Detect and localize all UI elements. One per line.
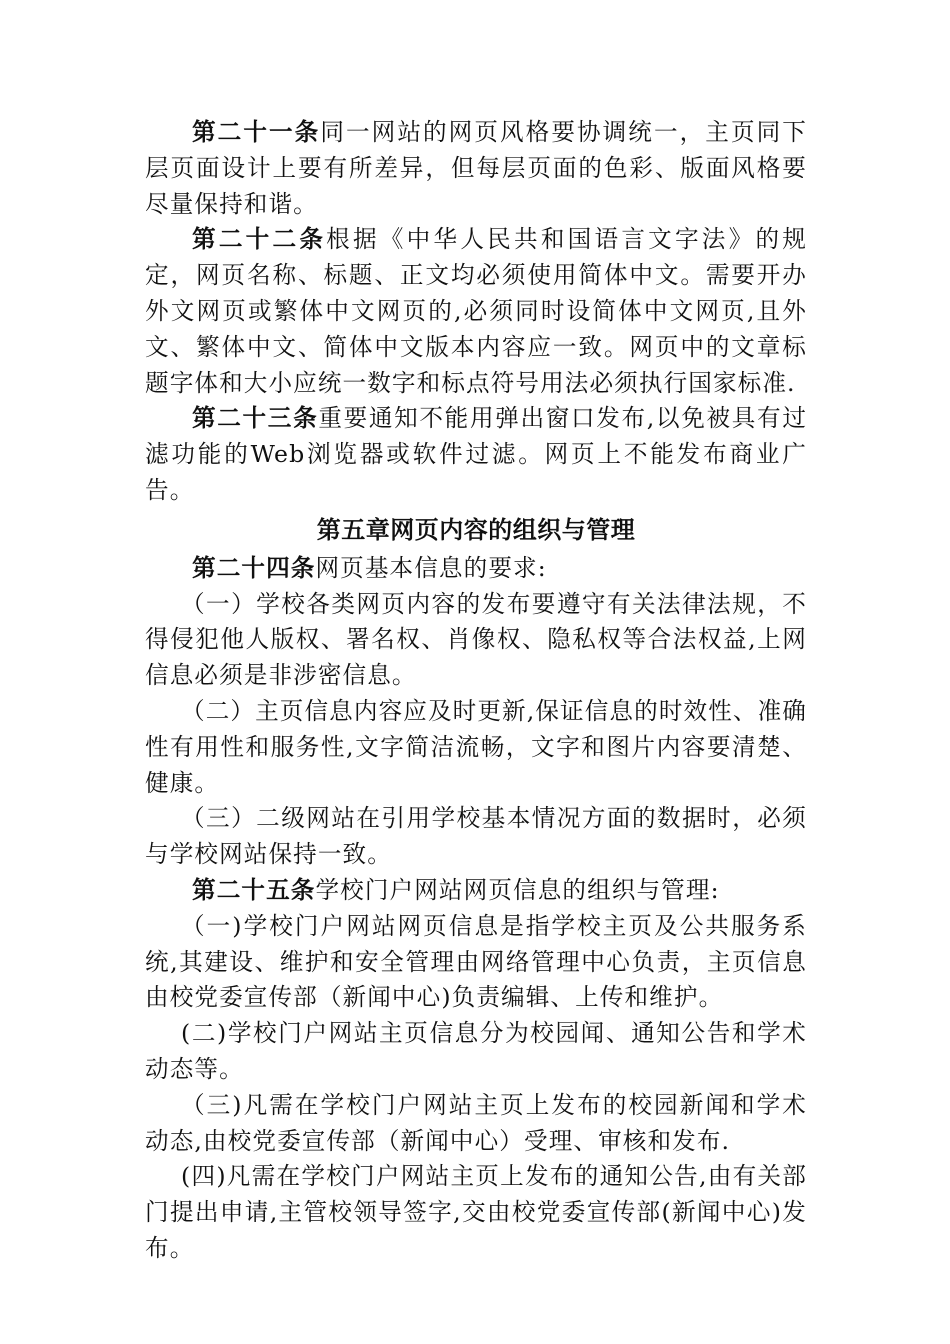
article-25-label: 第二十五条: [192, 875, 316, 904]
article-24-label: 第二十四条: [192, 553, 316, 582]
article-22-text: 根据《中华人民共和国语言文字法》的规定，网页名称、标题、正文均必须使用简体中文。需要开办外文网页或繁体中文网页的,必须同时设简体中文网页,且外文、繁体中文、简体中文版本内容应一致。网页中的文章标题字体和大小应统一数字和标点符号用法必须执行国家标准.: [145, 225, 807, 397]
article-25-item-2: (二)学校门户网站主页信息分为校园闻、通知公告和学术动态等。: [145, 1019, 807, 1083]
article-21-text: 同一网站的网页风格要协调统一，主页同下层页面设计上要有所差异，但每层页面的色彩、版面风格要尽量保持和谐。: [145, 118, 807, 218]
article-23-label: 第二十三条: [192, 404, 319, 433]
article-25-text: 学校门户网站网页信息的组织与管理:: [315, 875, 720, 904]
article-24-paragraph: [145, 551, 807, 587]
article-22-paragraph: [145, 222, 807, 401]
document-page: [145, 115, 807, 1267]
article-25-paragraph: [145, 873, 807, 909]
article-25-item-1: （一)学校门户网站网页信息是指学校主页及公共服务系统,其建设、维护和安全管理由网络管理中心负责，主页信息由校党委宣传部（新闻中心)负责编辑、上传和维护。: [145, 911, 807, 1012]
article-23-text: 重要通知不能用弹出窗口发布,以免被具有过滤功能的Web浏览器或软件过滤。网页上不能发布商业广告。: [145, 404, 808, 504]
chapter-title: 第五章网页内容的组织与管理: [316, 514, 636, 544]
article-21-paragraph: [145, 115, 807, 222]
article-23-paragraph: [145, 401, 807, 508]
article-25-item-4: (四)凡需在学校门户网站主页上发布的通知公告,由有关部门提出申请,主管校领导签字,交由校党委宣传部(新闻中心)发布。: [145, 1162, 807, 1262]
article-22-label: 第二十二条: [192, 225, 327, 254]
article-24-item-1: （一）学校各类网页内容的发布要遵守有关法律法规，不得侵犯他人版权、署名权、肖像权、隐私权等合法权益,上网信息必须是非涉密信息。: [145, 589, 807, 690]
article-24-text: 网页基本信息的要求:: [315, 553, 547, 582]
article-21-label: 第二十一条: [192, 118, 321, 146]
article-24-item-2: （二）主页信息内容应及时更新,保证信息的时效性、准确性有用性和服务性,文字简洁流畅，文字和图片内容要清楚、健康。: [145, 696, 807, 797]
article-24-item-3: （三）二级网站在引用学校基本情况方面的数据时，必须与学校网站保持一致。: [145, 804, 807, 869]
article-25-item-3: （三)凡需在学校门户网站主页上发布的校园新闻和学术动态,由校党委宣传部（新闻中心）受理、审核和发布.: [145, 1090, 807, 1155]
